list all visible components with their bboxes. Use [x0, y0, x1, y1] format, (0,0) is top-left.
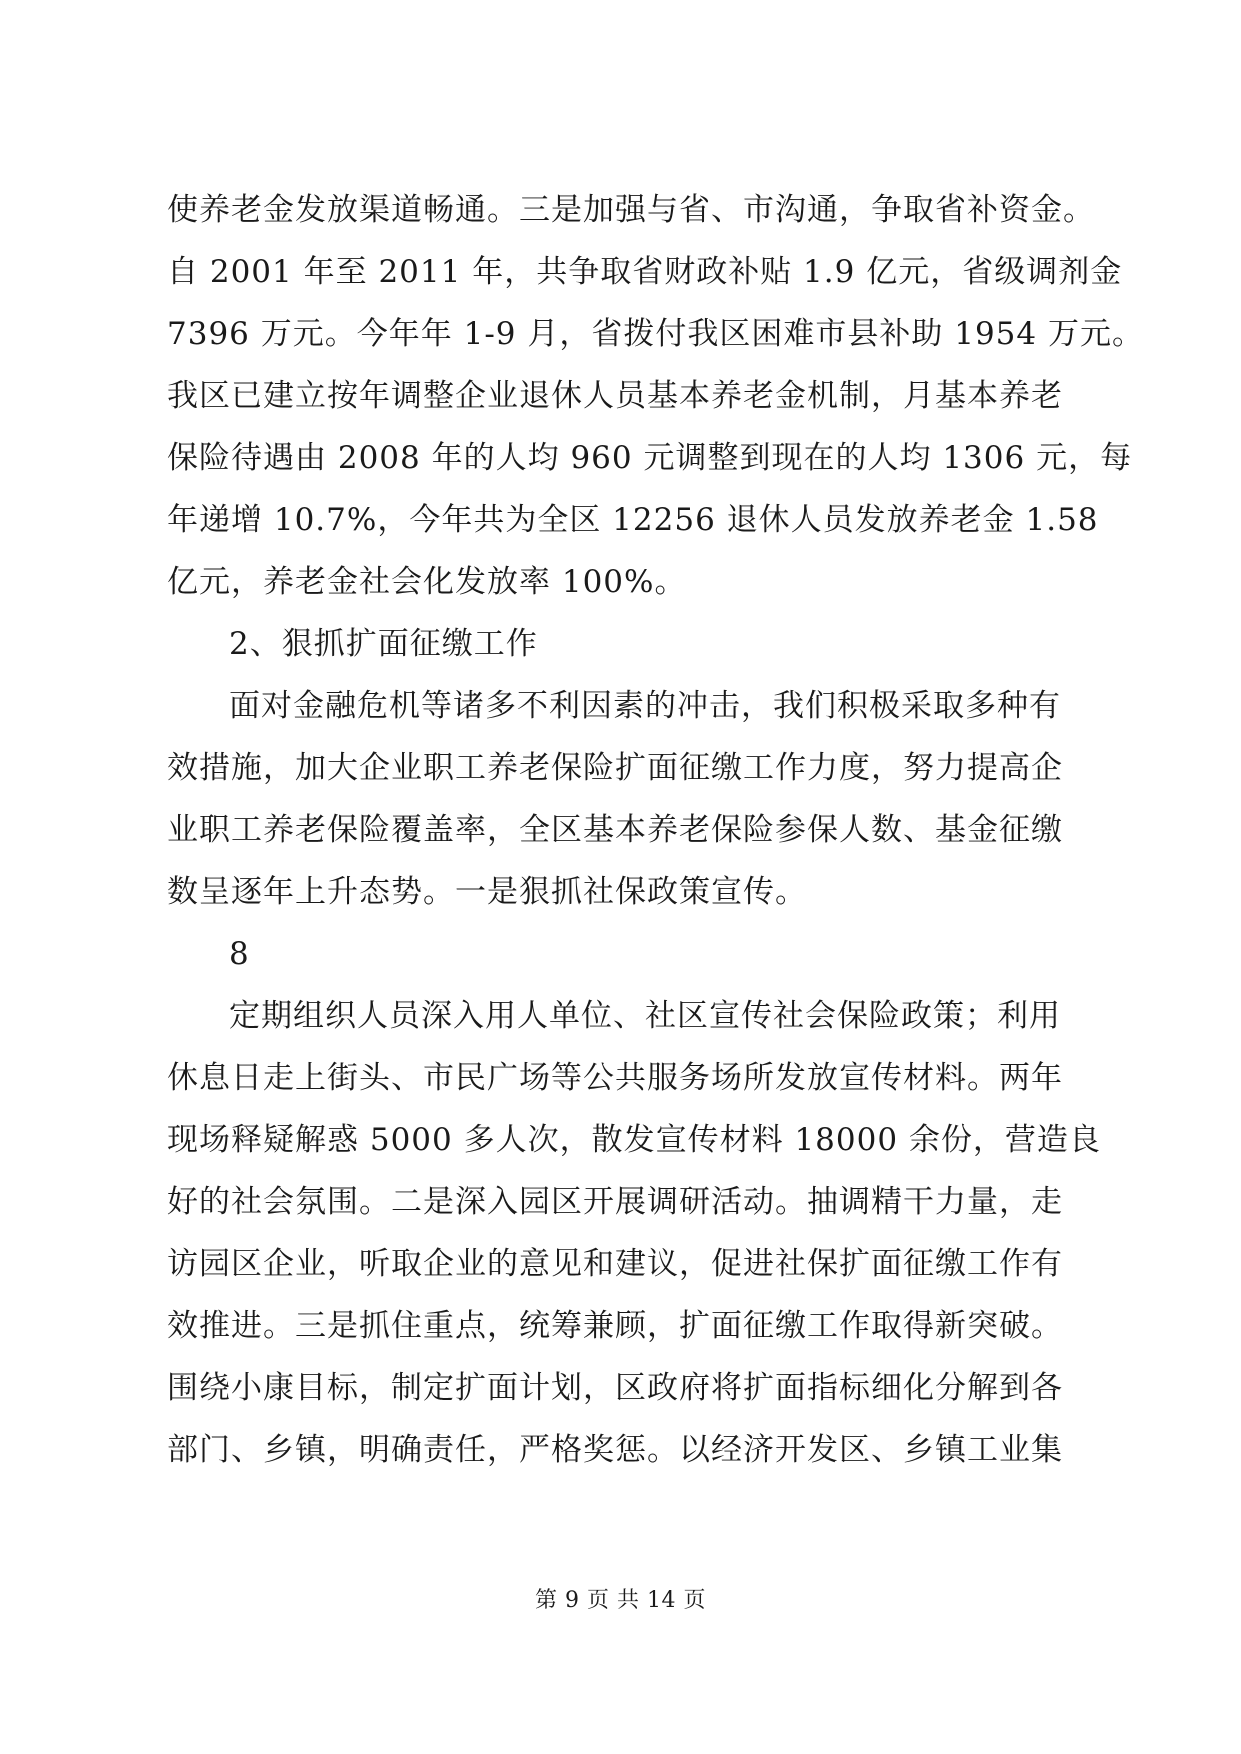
text-line: 好的社会氛围。二是深入园区开展调研活动。抽调精干力量，走	[167, 1184, 1063, 1220]
section-heading: 2、狠抓扩面征缴工作	[229, 626, 538, 662]
text-line: 定期组织人员深入用人单位、社区宣传社会保险政策；利用	[229, 998, 1061, 1034]
text-line: 访园区企业，听取企业的意见和建议，促进社保扩面征缴工作有	[167, 1246, 1063, 1282]
text-line: 数呈逐年上升态势。一是狠抓社保政策宣传。	[167, 874, 807, 910]
text-line: 保险待遇由 2008 年的人均 960 元调整到现在的人均 1306 元，每	[167, 440, 1133, 476]
text-line: 效措施，加大企业职工养老保险扩面征缴工作力度，努力提高企	[167, 750, 1063, 786]
text-line: 自 2001 年至 2011 年，共争取省财政补贴 1.9 亿元，省级调剂金	[167, 254, 1123, 290]
text-line: 休息日走上街头、市民广场等公共服务场所发放宣传材料。两年	[167, 1060, 1063, 1096]
text-line: 现场释疑解惑 5000 多人次，散发宣传材料 18000 余份，营造良	[167, 1122, 1101, 1158]
inline-page-number: 8	[229, 936, 250, 972]
text-line: 年递增 10.7%，今年共为全区 12256 退休人员发放养老金 1.58	[167, 502, 1099, 538]
text-line: 面对金融危机等诸多不利因素的冲击，我们积极采取多种有	[229, 688, 1061, 724]
text-line: 效推进。三是抓住重点，统筹兼顾，扩面征缴工作取得新突破。	[167, 1308, 1063, 1344]
text-line: 亿元，养老金社会化发放率 100%。	[167, 564, 687, 600]
page-footer: 第 9 页 共 14 页	[535, 1588, 706, 1613]
text-line: 我区已建立按年调整企业退休人员基本养老金机制，月基本养老	[167, 378, 1063, 414]
text-line: 7396 万元。今年年 1-9 月，省拨付我区困难市县补助 1954 万元。	[167, 316, 1144, 352]
text-line: 围绕小康目标，制定扩面计划，区政府将扩面指标细化分解到各	[167, 1370, 1063, 1406]
text-line: 使养老金发放渠道畅通。三是加强与省、市沟通，争取省补资金。	[167, 192, 1095, 228]
text-line: 部门、乡镇，明确责任，严格奖惩。以经济开发区、乡镇工业集	[167, 1432, 1063, 1468]
text-line: 业职工养老保险覆盖率，全区基本养老保险参保人数、基金征缴	[167, 812, 1063, 848]
